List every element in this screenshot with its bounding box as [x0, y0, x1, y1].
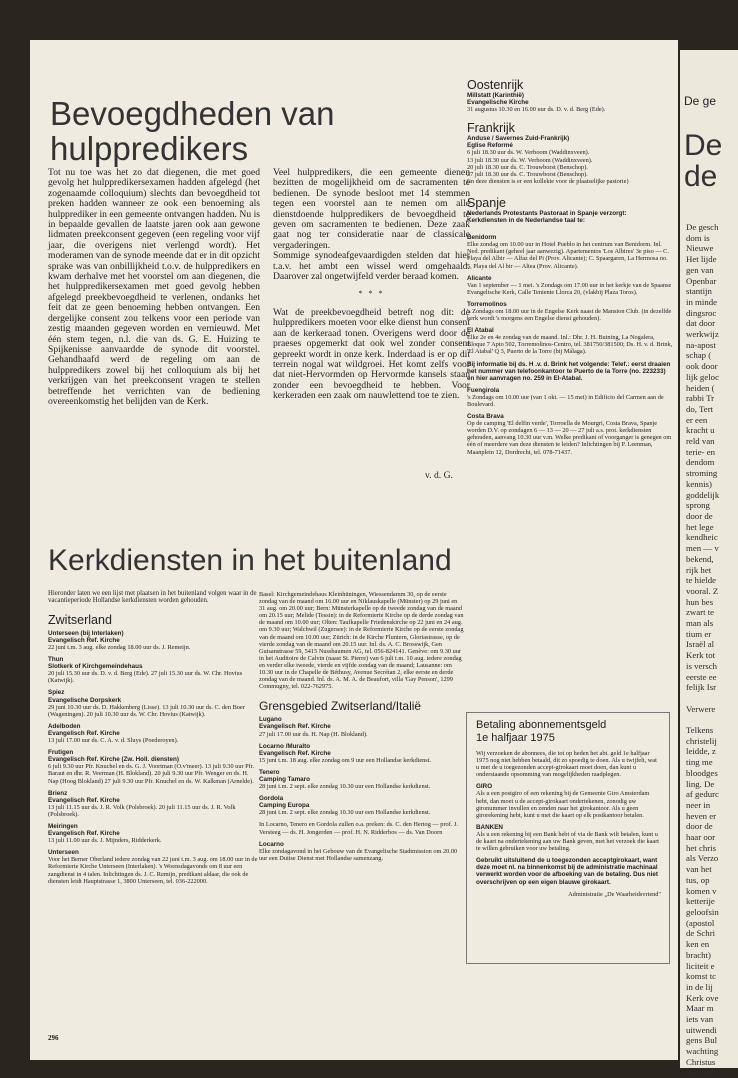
giro-heading: GIRO — [476, 783, 493, 791]
place-text: Van 1 september — 1 mei. 's Zondags om 17.00 uur in het kerkje van de Spaanse Evangelische Kerk, Calle Teniente Llorca 20, (vlakbij Plaza Toros). — [467, 281, 672, 296]
service-entry — [48, 689, 258, 717]
service-entry — [259, 821, 464, 835]
entry-text: In Locarno, Tenero en Gordola zullen o.a. preken: ds. C. den Hertog — prof. J. Versteeg — ds. H. Jongerden — prof. H. N. Ridderbos — ds. Van Doorn — [259, 821, 458, 836]
entry-heading: Evangelisch Ref. Kirche — [48, 796, 120, 804]
service-entry — [48, 790, 258, 818]
place-text: Op de camping 'El delfin verde', Torroella de Mourgri, Costa Brava, Spanje worden D.V. op zondagen 6 — 13 — 20 — 27 juli a.s. prot. kerkdiensten gehouden, aanvang 10.30 uur v.m. Welke predikant of voorganger is genegen om één of meerdere van deze diensten te leiden? Inlichtingen bij P. Leenman, Maanplein 12, Dordrecht, tel. 078-71437. — [467, 420, 672, 456]
entry-heading: Adelboden — [48, 722, 81, 730]
place-heading: Fuengirola — [467, 386, 500, 394]
place-heading: Torremolinos — [467, 300, 507, 308]
service-entry — [48, 630, 258, 651]
entry-heading: Frutigen — [48, 749, 74, 757]
place-text: 's Zondags om 18.00 uur in de Engelse Kerk naast de Mansion Club. (in dezelfde kerk wordt 's morgens een Engelse dienst gehouden). — [467, 307, 672, 323]
entry-heading: Slotkerk of Kirchgemeindehaus — [48, 663, 143, 671]
entry-text: 29 juni 10.30 uur ds. D. Hakkenberg (Lisse). 13 juli 10.30 uur ds. C. den Boer (Wageningen). 20 juli 10.30 uur ds. W. Chr. Hovius (Katwijk). — [48, 703, 245, 718]
entry-text: 28 juni t.m. 2 sept. elke zondag 10.30 uur een Hollandse kerkdienst. — [259, 783, 431, 791]
section-spanje: Spanje — [467, 195, 506, 210]
box-signature: Administratie „De Waarheidsvriend" — [568, 890, 661, 898]
place-heading: El Atabal — [467, 327, 494, 335]
service-entry — [259, 743, 464, 764]
place-text: Elke zondag om 10.00 uur in Hotel Pueblo in het centrum van Benidorm. Inl. Ned. predikant (geheel jaar aanwezig). Apartementos 'Los Albires' 3e piso — C. Playa del Albir — Alfaz del Pi (Prov. Alicante); C. Spaargaren, La Hermosa no. 5, Playa del Al bir — Altea (Prov. Alicante). — [467, 241, 669, 270]
article-2-col-2 — [259, 591, 464, 867]
entry-heading: Meiringen — [48, 822, 78, 830]
entry-text: Voor het Berner Oberland iedere zondag van 22 juni t.m. 3 aug. om 18.00 uur in de Reformierte Kirche Unterseen (Interlaken). 's Woensdagavonds om 8 uur een zangdienst in 4 talen. Inlichtingen ds. J. C. Remijn, predikant aldaar, die ook de diensten leidt Hauptstrasse 1, 3800 Unterseen, tel. 036-222000. — [48, 856, 258, 885]
place-name: Anduse / Savernes Zuid-Frankrijk) — [467, 135, 570, 143]
entry-text: 13 juli 11.00 uur ds. J. Mijnders, Ridderkerk. — [48, 837, 162, 845]
next-page-text: De gesch dom is Nieuwe Het lijde gen van Openbar stantijn in minde dingsroc dat door werkwijz na-apost schap ( ook door lijk geloc heiden ( rabbi Tr do, Tert er een kracht u reld van terie- en dendom stroming kennis) goddelijk sprong door de het lege kendheic men — v bekend, rijk het te hielde vooral. Z hun bes zwart te man als tium er Israël al Kerk tot is versch eerste ee felijk Isr Verwere Telkens christelij leidde, z ting me bloodges ling. De af gedurc neer in heven er door de haar oor het chris als Verzo van het tus, op komen v ketterije geloofsin (apostol de Schri ken en bracht) liciteit e komst tc in de lij Kerk ove Maar m iets van uitwendi gens Bul wachting Christus hier niet — [686, 222, 720, 1078]
section-grensgebied: Grensgebied Zwitserland/Italië — [259, 699, 422, 714]
article-title-line-2: hulppredikers — [50, 130, 249, 167]
place-heading: Costa Brava — [467, 413, 504, 421]
section-zwitserland: Zwitserland — [48, 612, 112, 627]
article-title: Kerkdiensten in het buitenland — [48, 544, 452, 577]
intro: Hieronder laten we een lijst met plaatsen in het buitenland volgen waar in de vacantieperiode Hollandse kerkdiensten worden gehouden. — [48, 590, 257, 605]
next-page-title — [684, 130, 722, 192]
organisation: Nederlands Protestants Pastoraat in Spanje verzorgt: — [467, 209, 627, 217]
entry-heading: Lugano — [259, 716, 282, 724]
box-title-line-1: Betaling abonnementsgeld — [476, 719, 607, 731]
service-note: (in deze diensten is er een kollekte voor de plaatselijke pastorie) — [467, 177, 629, 185]
service-time: 31 augustus 10.30 en 16.00 uur ds. D. v. d. Berg (Ede). — [467, 106, 606, 114]
service-entry — [48, 656, 258, 684]
paragraph: Veel hulppredikers, die een gemeente dienen bezitten de mogelijkheid om de sacramenten te bedienen. De synode besloot met 14 stemmen tegen een voorstel aan te nemen om alle dienstdoende hulppredikers de bevoegdheid te geven om sacramenten te bedienen. Deze zaak gaat nog ter consideratie naar de classicale vergaderingen. — [273, 167, 470, 251]
service-entry — [48, 823, 258, 844]
service-entry — [259, 841, 464, 862]
next-page-label: De ge — [684, 94, 717, 108]
box-paragraph: Wij verzoeken de abonnees, die tot op heden het abt. geld 1e halfjaar 1975 nog niet hebben betaald, dit zo spoedig te doen. Als u twijfelt, wat u met de u toegezonden accept-girokaart moet doen, dan kunt u onderstaande opsomming van mogelijkheden raadplegen. — [476, 750, 657, 779]
author-signature: v. d. G. — [425, 470, 453, 481]
church-name: Evangelische Kirche — [467, 99, 529, 107]
entry-text: 20 juli 15.30 uur ds. D. v. d. Berg (Ede). 27 juli 15.30 uur ds. W. Chr. Hovius (Katwijk). — [48, 670, 243, 685]
page-number: 296 — [48, 1034, 59, 1042]
service-entry — [48, 749, 258, 784]
entry-heading: Evangelisch Ref. Kirche — [48, 636, 120, 644]
service-entry — [48, 849, 258, 884]
section-divider: * * * — [358, 289, 385, 299]
service-time: 20 juli 18.30 uur ds. C. Trouwborst (Benschop). — [467, 163, 588, 171]
article-title — [50, 96, 334, 166]
article-2-col-1 — [48, 590, 258, 890]
entry-heading: Evangelisch Ref. Kirche — [48, 729, 120, 737]
section-oostenrijk: Oostenrijk — [467, 78, 524, 92]
place-text: 's Zondags om 10.00 uur (van 1 okt. — 15 mei) in Edificio del Carmen aan de Boulevard. — [467, 393, 664, 408]
entry-text: Elke zondagavond in het Gebouw van de Evangelische Stadtmission om 20.00 uur een Duitse Dienst met Hollandse samenzang. — [259, 847, 458, 862]
next-page-title-line-1: De — [684, 129, 723, 162]
subscription-box — [466, 712, 670, 964]
paragraph: Sommige synodeafgevaardigden stelden dat hier t.a.v. het ambt een wissel werd omgehaald. Daarover zal ongetwijfeld verder beraad komen. — [273, 250, 470, 283]
article-body-col-2 — [273, 168, 470, 402]
entry-heading: Spiez — [48, 689, 65, 697]
box-title-line-2: 1e halfjaar 1975 — [476, 732, 555, 744]
entry-text: 6 juli 9.30 uur Pfr. Knuchel en ds. G. J. Voortman (O.v'meer). 13 juli 9.30 uur Pfr. Baraut en dhr. R. Veerman (H. Blokland). 20 juli 9.30 uur Pfr. Wenger en ds. H. Nap (Hoog Blokland) 27 juli 9.30 uur Pfr. Knuchel en ds. W. Kalkman (Arnelde). — [48, 763, 255, 785]
service-entry — [259, 795, 464, 816]
entry-heading: Camping Tamaro — [259, 775, 310, 783]
entry-heading: Evangelische Dorpskerk — [48, 696, 122, 704]
service-time: 27 juli 18.30 uur ds. C. Trouwborst (Benschop). — [467, 170, 588, 178]
entry-heading: Tenero — [259, 768, 280, 776]
right-column-top — [467, 78, 673, 461]
paragraph: Wat de preekbevoegdheid betreft nog dit: de hulppredikers moeten voor elke dienst hun consent aan de kerkeraad tonen. Overigens werd door de praeses opgemerkt dat ook wel zonder consent gepreekt wordt in onze kerk. Inderdaad is er op dit terrein nogal wat wildgroei. Het komt zelfs voor dat niet-Hervormden op Hervormde kansels staan zonder een bevoegdheid te hebben. Voor kerkeraden een zaak om nauwlettend toe te zien. — [273, 306, 470, 402]
place-heading: Alicante — [467, 274, 492, 282]
entry-heading: Evangelisch Ref. Kirche (Zw. Holl. diensten) — [48, 756, 179, 764]
service-entry — [48, 723, 258, 744]
article-body-col-1: Tot nu toe was het zo dat diegenen, die met goed gevolg het hulppredikersexamen hadden afgelegd (het zogenaamde colloquium) slechts dan bevoegdheid tot preken hadden wanneer ze ook een benoeming als hulpprediker in een gemeente ontvangen hadden. Nu is in bepaalde gevallen de laatste jaren ook aan gewone lidmaten preekconsent gegeven (een regeling voor vijf jaar, die overigens niet verlengd wordt). Het moderamen van de synode meende dat er in dit opzicht sprake was van onbillijkheid t.o.v. de hulppredikers en kwam derhalve met het voorstel om aan diegenen, die het hulppredikersexamen met goed gevolg hebben afgelegd preekbevoegdheid te verlenen, ondanks het feit dat ze geen benoeming hebben ontvangen. Een dergelijke consent zou telkens voor een periode van zestig maanden gegeven worden en vernieuwd. Met één stem tegen, n.l. die van ds. G. E. Huizing te Spijkenisse aanvaardde de synode dit voorstel. Gehandhaafd werd de regeling om aan de hulppredikers zowel bij het colloquium als bij het verkrijgen van het preekconsent vragen te stellen betreffende het verrichten van de bediening overeenkomstig het belijden van de Kerk. — [48, 167, 260, 407]
next-page-title-line-2: de — [684, 160, 718, 193]
entry-text: 13 juli 17.00 uur ds. C. A. v. d. Sluys (Poederoyen). — [48, 737, 179, 745]
entry-heading: Evangelisch Ref. Kirche — [259, 749, 331, 757]
service-time: 13 juli 18.30 uur ds. W. Verboom (Waddinxveen). — [467, 156, 593, 164]
subheading: Kerkdiensten in de Nederlandse taal te: — [467, 217, 585, 225]
entry-heading: Locarno /Muralto — [259, 742, 311, 750]
entry-heading: Gordola — [259, 795, 284, 803]
entry-heading: Camping Europa — [259, 802, 310, 810]
place-text: Elke 2e en 4e zondag van de maand. Inl.: Dhr. J. H. Buining, La Nogalera, Bloque 7 Apto 502, Torremolinos-Centro, tel. 381750/381500; Ds. H. v. d. Brink, 'El Atabal' Q 3, Puerto de la Torre (bij Málaga). — [467, 334, 673, 356]
place-name: Millstatt (Karinthië) — [467, 92, 525, 99]
entry-text: 13 juli 11.15 uur ds. J. R. Volk (Polsbroek). 20 juli 11.15 uur ds. J. R. Volk (Polsbroek). — [48, 803, 236, 818]
entry-heading: Unterseen (bij Interlaken) — [48, 629, 124, 637]
service-entry — [259, 716, 464, 737]
bank-text: Als u een rekening bij een Bank hebt of via de Bank wilt betalen, kunt u de kaart na ondertekening aan uw Bank geven, met het verzoek die kaart te willen gebruiken voor uw betaling. — [476, 830, 660, 853]
next-page-edge — [680, 50, 738, 1078]
box-note: Gebruikt uitsluitend de u toegezonden acceptgirokaart, want deze moet nl. na binnenkomst bij de administratie machinaal verwerkt worden voor de afboeking van de betaling. Dus niet overschrijven op een eigen blauwe girokaart. — [476, 857, 658, 886]
giro-text: Als u een postgiro of een rekening bij de Gemeente Giro Amsterdam hebt, dan moet u de accept-girokaart ondertekenen, zonodig uw gironummer invullen en zenden naar het girokantoor. Als u geen girorekening hebt, kunt u met die kaart op elk postkantoor betalen. — [476, 790, 650, 819]
info-note: Bij informatie bij ds. H .v. d. Brink het volgende: Telef.: eerst draaien het nummer van telefoonkantoor te Puerto de la Torre (no. 223233) en hier aanvragen no. 259 in El-Atabal. — [467, 360, 671, 382]
entry-heading: Brienz — [48, 789, 68, 797]
entry-text: 28 juni t.m. 2 sept. elke zondag 10.30 uur een Hollandse kerkdienst. — [259, 809, 431, 817]
service-time: 6 juli 18.30 uur ds. W. Verboom (Waddinxveen). — [467, 149, 590, 157]
entry-text: 27 juli 17.00 uur ds. H. Nap (H. Blokland). — [259, 730, 368, 738]
entry-heading: Thun — [48, 656, 64, 664]
entry-text: 22 juni t.m. 3 aug. elke zondag 18.00 uur ds. J. Remeijn. — [48, 644, 191, 651]
church-name: Eglise Reformé — [467, 142, 513, 150]
section-frankrijk: Frankrijk — [467, 121, 515, 136]
magazine-page — [30, 40, 678, 1060]
entry-heading: Unterseen — [48, 849, 79, 857]
entry-text: 15 juni t.m. 18 aug. elke zondag om 9 uur een Hollandse kerkdienst. — [259, 756, 432, 764]
article-title-line-1: Bevoegdheden van — [50, 95, 335, 132]
basel-paragraph: Basel: Kirchgemeindehaus Kleinhüningen, Wiessendamm 30, op de eerste zondag van de maand om 16.00 uur en Niklauskapelle (Münster) op 29 juni en 31 aug. om 20.00 uur; Bern: Münsterkapelle op de tweede zondag van de maand om 20.15 uur; Melide (Tessin): in de Reformierte Kirche op de derde zondag van de maand om 10.00 uur; Olten: Taufkapelle Friedenskirche op 22 juni en 24 aug. om 9.30 uur; Walchwil (Zugersee): in de Reformierte Kirche op de eerste zondag van de maand om 10.00 uur; Zürich: in de Kirche Fluntern, Gloriastrasse, op de vierde zondag van de maand om 20.15 uur. Inl. ds. A. C. Brosswijk, Gen Guisanstrasse 59, 5415 Nussbaumen AG, tel. 056-824141. Genève: om 9.30 uur in het Auditoire de Calvin (naast St. Pierre) van 6 juli t.m. 10 aug. iedere zondag en verder elke tweede, vierde en vijfde zondag van de maand; Lausanne: om 10.30 uur in de Chapelle de Béthusy, Avenue Secrétan 2, elke eerste en derde zondag van de maand. Inl. ds. A. M. A. de Beaufort, villa 'Gay Penson', 1299 Commugny, tel. 022-762975. — [259, 591, 464, 691]
entry-heading: Evangelisch Ref. Kirche — [48, 830, 120, 838]
bank-heading: BANKEN — [476, 823, 503, 831]
entry-heading: Locarno — [259, 840, 284, 848]
place-heading: Benidorm — [467, 234, 497, 242]
service-entry — [259, 769, 464, 790]
entry-heading: Evangelisch Ref. Kirche — [259, 723, 331, 731]
